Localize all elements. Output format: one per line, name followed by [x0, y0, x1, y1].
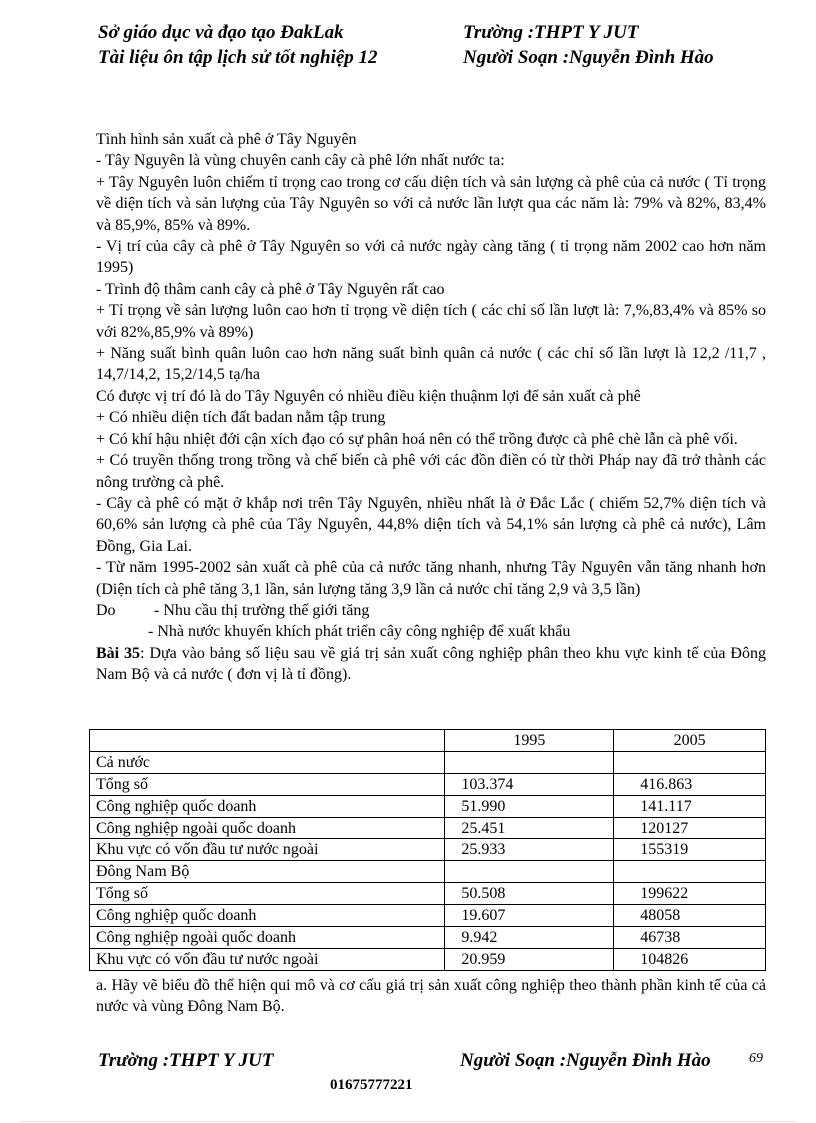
table-cell: Công nghiệp ngoài quốc doanh [90, 927, 445, 949]
table-cell: 48058 [614, 905, 766, 927]
header-right [463, 20, 714, 70]
table-row [90, 948, 766, 970]
table-row [90, 905, 766, 927]
table-row [90, 839, 766, 861]
reason-1: - Nhu cầu thị trường thế giới tăng [154, 601, 370, 619]
paragraph: + Tỉ trọng về sản lượng luôn cao hơn tỉ trọng về diện tích ( các chỉ số lần lượt là: 7,%,83,4% và 85% so với 82%,85,9% và 89%) [96, 302, 766, 341]
table-row [90, 795, 766, 817]
exercise-prompt [96, 643, 766, 686]
table-cell: Tổng số [90, 883, 445, 905]
table-cell: 25.933 [445, 839, 614, 861]
table-row [90, 751, 766, 773]
table-cell: 20.959 [445, 948, 614, 970]
table-row [90, 773, 766, 795]
header-left [98, 20, 378, 70]
reason-line-1 [96, 600, 766, 621]
table-cell [614, 861, 766, 883]
table-cell [445, 861, 614, 883]
table-cell: 50.508 [445, 883, 614, 905]
table-cell: Đông Nam Bộ [90, 861, 445, 883]
footer-author: Người Soạn :Nguyễn Đình Hào [460, 1050, 711, 1071]
header-author: Người Soạn :Nguyễn Đình Hào [463, 47, 714, 68]
table-cell: 9.942 [445, 927, 614, 949]
exercise-text: : Dựa vào bảng số liệu sau về giá trị sản xuất công nghiệp phân theo khu vực kinh tế của Đông Nam Bộ và cả nước ( đơn vị là tỉ đồng). [96, 644, 766, 684]
table-cell: 46738 [614, 927, 766, 949]
table-header-row [90, 730, 766, 752]
paragraph: - Vị trí của cây cà phê ở Tây Nguyên so với cả nước ngày càng tăng ( tỉ trọng năm 2002 cao hơn năm 1995) [96, 238, 766, 277]
table-cell: 19.607 [445, 905, 614, 927]
paragraph: + Có nhiều diện tích đất badan nằm tập trung [96, 409, 386, 427]
table-cell: Cả nước [90, 751, 445, 773]
header-document-title: Tài liệu ôn tập lịch sử tốt nghiệp 12 [98, 47, 378, 68]
table-row [90, 861, 766, 883]
table-header-cell [90, 730, 445, 752]
paragraph: - Cây cà phê có mặt ở khắp nơi trên Tây Nguyên, nhiều nhất là ở Đắc Lắc ( chiếm 52,7% diện tích và 60,6% sản lượng cà phê của Tây Nguyên, 44,8% diện tích và 54,1% sản lượng cà phê cả nước), Lâm Đồng, Gia Lai. [96, 494, 766, 555]
paragraph: - Tây Nguyên là vùng chuyên canh cây cà phê lớn nhất nước ta: [96, 152, 505, 170]
table-cell [445, 751, 614, 773]
table-cell: 25.451 [445, 817, 614, 839]
footer-phone: 01675777221 [330, 1077, 413, 1093]
main-content [96, 129, 766, 686]
table-cell: 199622 [614, 883, 766, 905]
page-number: 69 [749, 1051, 763, 1066]
header-department: Sở giáo dục và đạo tạo ĐakLak [98, 22, 344, 43]
section-heading: Tình hình sản xuất cà phê ở Tây Nguyên [96, 131, 357, 148]
paragraph: + Có truyền thống trong trồng và chế biến cà phê với các đồn điền có từ thời Pháp nay đã trở thành các nông trường cà phê. [96, 452, 766, 491]
table-row [90, 817, 766, 839]
paragraph: Có được vị trí đó là do Tây Nguyên có nhiều điều kiện thuậnm lợi để sản xuất cà phê [96, 387, 641, 405]
do-label: Do [96, 601, 116, 619]
reason-line-2: - Nhà nước khuyến khích phát triển cây công nghiệp để xuất khẩu [148, 623, 571, 641]
table-cell: 155319 [614, 839, 766, 861]
paragraph: - Trình độ thâm canh cây cà phê ở Tây Nguyên rất cao [96, 280, 445, 298]
paragraph: + Có khí hậu nhiệt đới cận xích đạo có sự phân hoá nên có thể trồng được cà phê chè lẫn cà phê vối. [96, 430, 738, 448]
table-cell: 120127 [614, 817, 766, 839]
table-cell: 141.117 [614, 795, 766, 817]
table-row [90, 883, 766, 905]
table-row [90, 927, 766, 949]
table-cell: 51.990 [445, 795, 614, 817]
table-cell: 416.863 [614, 773, 766, 795]
exercise-label: Bài 35 [96, 644, 141, 662]
paragraph: + Năng suất bình quân luôn cao hơn năng suất bình quân cả nước ( các chỉ số lần lượt là 12,2 /11,7 , 14,7/14,2, 15,2/14,5 tạ/ha [96, 345, 766, 384]
footer-school: Trường :THPT Y JUT [98, 1050, 274, 1071]
table-cell: 104826 [614, 948, 766, 970]
table-cell: Tổng số [90, 773, 445, 795]
table-cell: Khu vực có vốn đầu tư nước ngoài [90, 948, 445, 970]
table-cell: Khu vực có vốn đầu tư nước ngoài [90, 839, 445, 861]
data-table [89, 729, 766, 971]
paragraph: + Tây Nguyên luôn chiếm tỉ trọng cao trong cơ cấu diện tích và sản lượng cà phê của cả nước ( Tỉ trọng về diện tích và sản lượng của Tây Nguyên so với cả nước lần lượt qua các năm là: 79% và 82%, 83,4% và 85,9%, 85% và 89%. [96, 173, 766, 234]
table-header-cell: 1995 [445, 730, 614, 752]
table-header-cell: 2005 [614, 730, 766, 752]
table-cell: Công nghiệp quốc doanh [90, 795, 445, 817]
table-cell: 103.374 [445, 773, 614, 795]
table-cell: Công nghiệp ngoài quốc doanh [90, 817, 445, 839]
paragraph: - Từ năm 1995-2002 sản xuất cà phê của cả nước tăng nhanh, nhưng Tây Nguyên vẫn tăng nhanh hơn (Diện tích cà phê tăng 3,1 lần, sản lượng tăng 3,9 lần cả nước chỉ tăng 2,9 và 3,5 lần) [96, 559, 766, 598]
page-bottom-divider [20, 1121, 796, 1122]
header-school: Trường :THPT Y JUT [463, 22, 639, 43]
table-cell: Công nghiệp quốc doanh [90, 905, 445, 927]
exercise-question: a. Hãy vẽ biểu đồ thể hiện qui mô và cơ cấu giá trị sản xuất công nghiệp theo thành phần kinh tế của cả nước và vùng Đông Nam Bộ. [96, 977, 766, 1016]
table-cell [614, 751, 766, 773]
